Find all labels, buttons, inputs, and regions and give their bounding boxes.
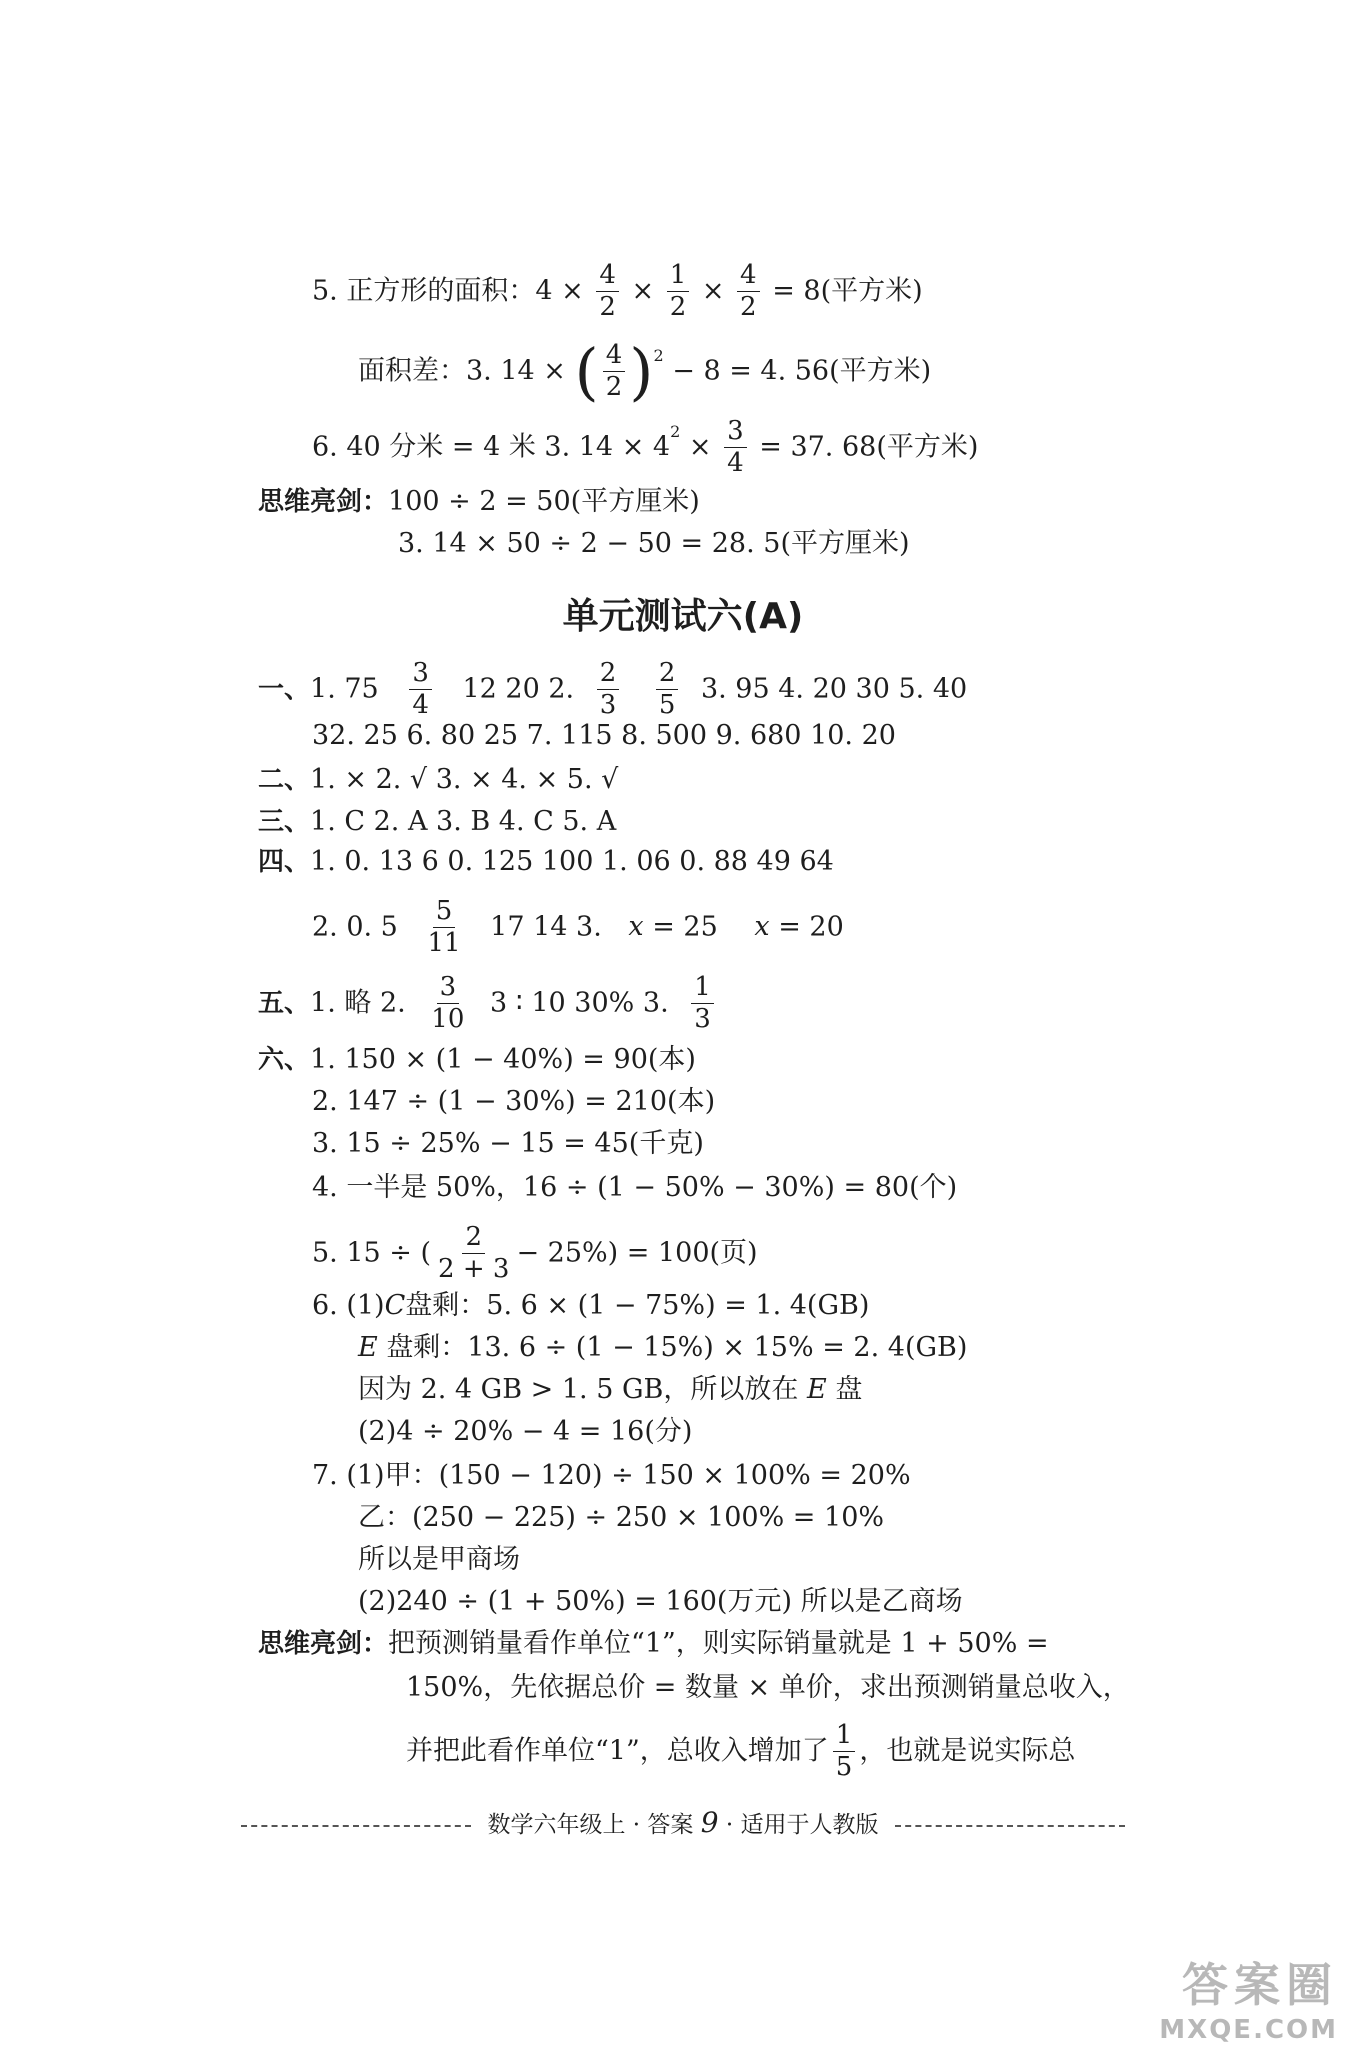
fraction: $\frac{1}{2}$: [667, 262, 690, 322]
watermark-logo: 答案圈 MXQE.COM: [1159, 1958, 1338, 2045]
question-4-line-1: 四、1. 0. 13 6 0. 125 100 1. 06 0. 88 49 64: [258, 846, 834, 877]
question-6-line-7: E 盘剩：13. 6 ÷ (1 − 15%) × 15% = 2. 4(GB): [358, 1332, 968, 1363]
question-6-line-13: (2)240 ÷ (1 + 50%) = 160(万元) 所以是乙商场: [358, 1586, 963, 1617]
question-label: 六、: [258, 1045, 311, 1075]
question-6-line-6: 6. (1)C盘剩：5. 6 × (1 − 75%) = 1. 4(GB): [312, 1290, 870, 1321]
question-6-line-2: 2. 147 ÷ (1 − 30%) = 210(本): [312, 1086, 716, 1117]
question-6-line-1: 六、1. 150 × (1 − 40%) = 90(本): [258, 1044, 696, 1075]
question-6-line-10: 7. (1)甲：(150 − 120) ÷ 150 × 100% = 20%: [312, 1460, 911, 1491]
question-6-line-3: 3. 15 ÷ 25% − 15 = 45(千克): [312, 1128, 704, 1159]
fraction: $\frac{3}{4}$: [724, 418, 747, 478]
page-number: 9: [700, 1806, 719, 1839]
question-1-line-2: 32. 25 6. 80 25 7. 115 8. 500 9. 680 10. 20: [312, 720, 896, 751]
thinking-block-1: 思维亮剑：100 ÷ 2 = 50(平方厘米): [258, 486, 700, 517]
fraction: $\frac{1}{5}$: [833, 1722, 856, 1782]
fraction: $\frac{2}{2 + 3}$: [438, 1222, 510, 1285]
answer-6: 6. 40 分米 = 4 米 3. $14 \times 4^2$ × $\frac{3}{4}$ = 37. 68(平方米): [312, 416, 979, 479]
fraction: $\frac{4}{2}$: [737, 262, 760, 322]
answer-5-line-2: 面积差：3. 14 × ( $\frac{4}{2}$ )$^2$ − 8 = 4. 56(平方米): [358, 334, 932, 408]
question-label: 三、: [258, 807, 311, 837]
question-label: 五、: [258, 988, 311, 1019]
thinking-1-line-2: 3. 14 × 50 ÷ 2 − 50 = 28. 5(平方厘米): [398, 528, 910, 559]
fraction: $\frac{5}{11}$: [427, 896, 461, 959]
question-label: 一、: [258, 674, 311, 705]
thinking-2-line-2: 150%，先依据总价 = 数量 × 单价，求出预测销量总收入，: [406, 1672, 1130, 1703]
fraction: $\frac{2}{5}$: [656, 660, 679, 720]
thinking-label: 思维亮剑：: [258, 1629, 389, 1659]
footer-dash-right: [895, 1825, 1125, 1827]
question-6-line-8: 因为 2. 4 GB > 1. 5 GB，所以放在 E 盘: [358, 1374, 863, 1405]
question-2: 二、1. × 2. √ 3. × 4. × 5. √: [258, 764, 619, 795]
thinking-2-line-3: 并把此看作单位“1”，总收入增加了 $\frac{1}{5}$ ，也就是说实际总: [406, 1720, 1076, 1783]
fraction: $\frac{3}{10}$: [431, 972, 465, 1035]
question-6-line-5: 5. 15 ÷ ( $\frac{2}{2 + 3}$ − 25%) = 100(页): [312, 1222, 758, 1285]
footer-dash-left: [241, 1825, 471, 1827]
question-6-line-11: 乙：(250 − 225) ÷ 250 × 100% = 10%: [358, 1502, 885, 1533]
question-label: 四、: [258, 847, 311, 877]
thinking-label: 思维亮剑：: [258, 487, 389, 517]
answer-5-line-1: 5. 正方形的面积：4 × $\frac{4}{2}$ × $\frac{1}{2}$ × $\frac{4}{2}$ = 8(平方米): [312, 260, 923, 323]
question-6-line-12: 所以是甲商场: [358, 1544, 520, 1575]
fraction: $\frac{4}{2}$: [596, 262, 619, 322]
question-6-line-9: (2)4 ÷ 20% − 4 = 16(分): [358, 1416, 693, 1447]
question-1-line-1: 一、1. 75 $\frac{3}{4}$ 12 20 2. $\frac{2}{3}$ $\frac{2}{5}$ 3. 95 4. 20 30 5. 40: [258, 658, 968, 721]
page-footer: 数学六年级上 · 答案 9 · 适用于人教版: [200, 1806, 1166, 1839]
fraction: $\frac{2}{3}$: [597, 660, 620, 720]
section-title: 单元测试六(A): [562, 596, 804, 637]
fraction: $\frac{3}{4}$: [409, 660, 432, 720]
question-6-line-4: 4. 一半是 50%，16 ÷ (1 − 50% − 30%) = 80(个): [312, 1172, 958, 1203]
fraction: $\frac{1}{3}$: [691, 974, 714, 1034]
question-label: 二、: [258, 765, 311, 795]
question-4-line-2: 2. 0. 5 $\frac{5}{11}$ 17 14 3. x = 25 x = 20: [312, 896, 844, 959]
question-5: 五、1. 略 2. $\frac{3}{10}$ 3 ∶ 10 30% 3. $\frac{1}{3}$: [258, 974, 728, 1034]
fraction: $\frac{4}{2}$: [603, 342, 626, 402]
question-3: 三、1. C 2. A 3. B 4. C 5. A: [258, 806, 617, 837]
thinking-block-2: 思维亮剑：把预测销量看作单位“1”，则实际销量就是 1 + 50% =: [258, 1628, 1049, 1659]
